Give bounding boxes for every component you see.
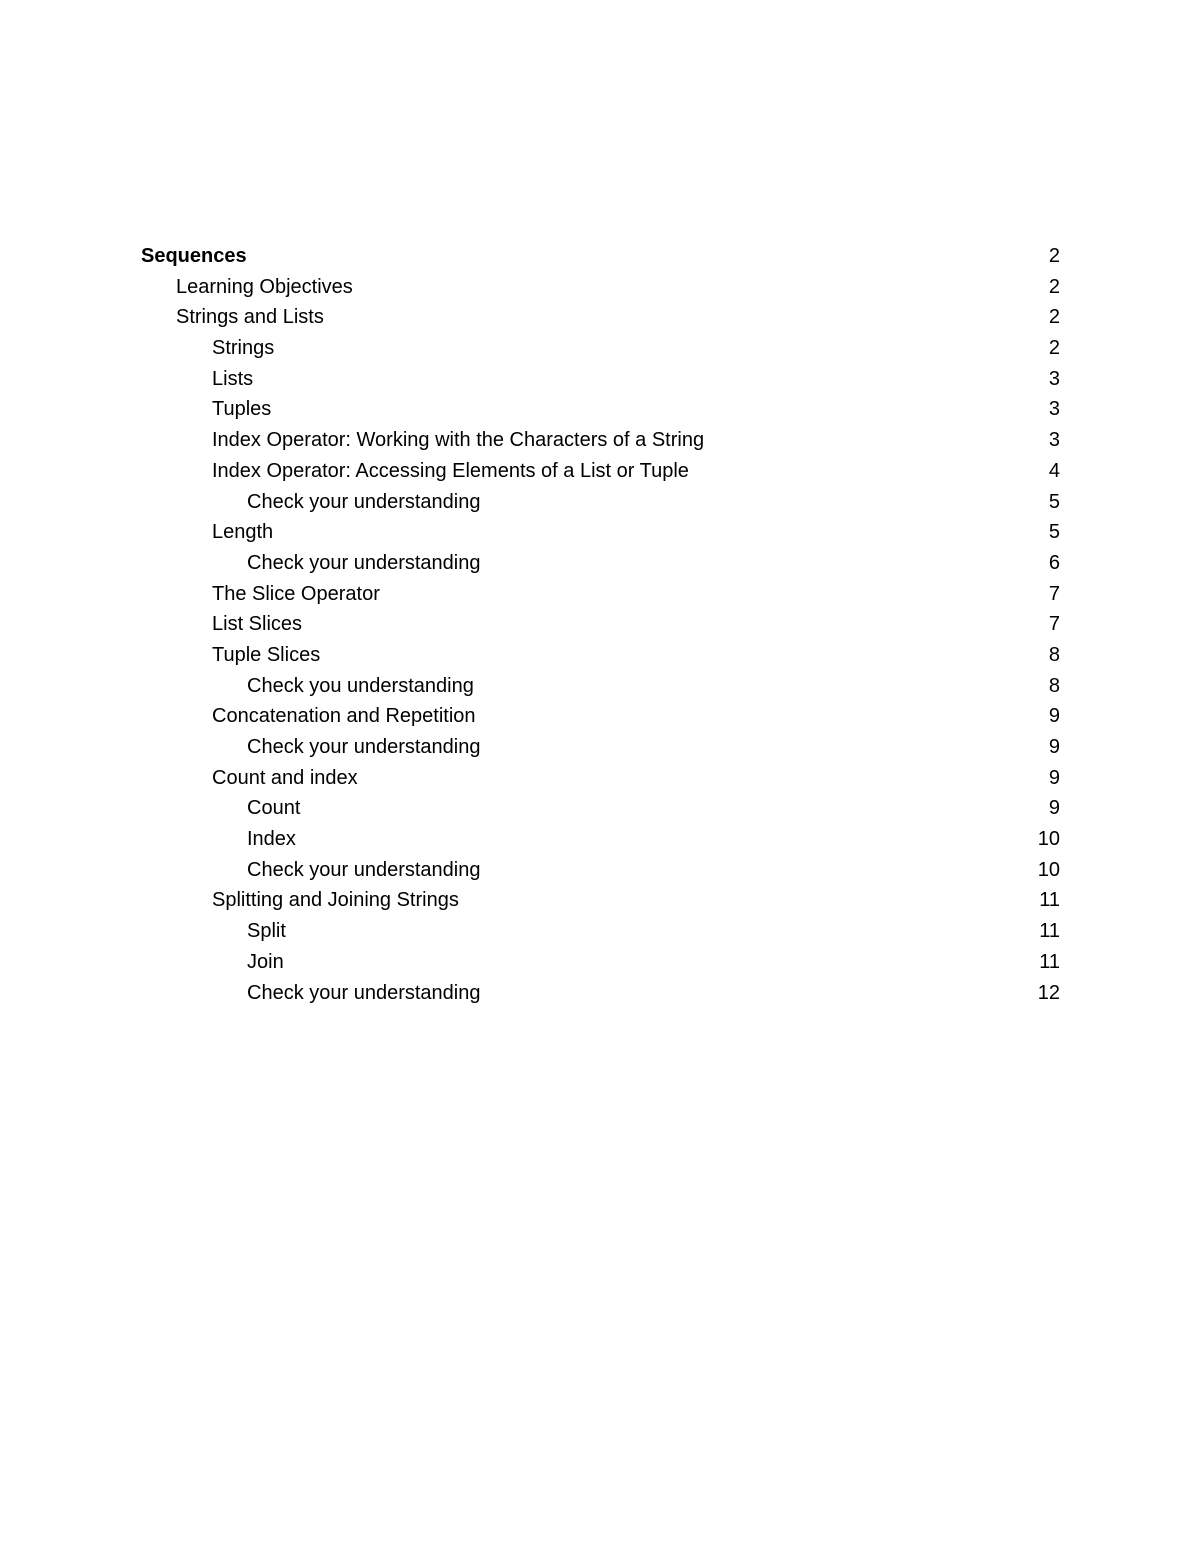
- toc-entry-page: 2: [1048, 306, 1060, 329]
- toc-entry-page: 6: [1048, 551, 1060, 574]
- toc-entry[interactable]: [141, 609, 1060, 640]
- toc-entry[interactable]: [141, 456, 1060, 487]
- toc-entry[interactable]: [141, 364, 1060, 395]
- toc-entry-page: 9: [1048, 766, 1060, 789]
- toc-entry[interactable]: [141, 640, 1060, 671]
- toc-entry-page: 8: [1048, 674, 1060, 697]
- toc-entry-title: Concatenation and Repetition: [212, 705, 476, 728]
- toc-entry-page: 3: [1048, 398, 1060, 421]
- toc-entry-title: Index Operator: Working with the Characters of a String: [212, 429, 705, 452]
- toc-entry[interactable]: [141, 701, 1060, 732]
- toc-entry-page: 5: [1048, 521, 1060, 544]
- toc-entry-title: Tuples: [212, 398, 272, 421]
- toc-entry-title: Count and index: [212, 766, 358, 789]
- toc-entry-title: Check your understanding: [247, 736, 481, 758]
- toc-entry-title: Check your understanding: [247, 551, 481, 574]
- toc-entry-title: Length: [212, 521, 274, 544]
- toc-entry-page: 2: [1048, 337, 1060, 360]
- toc-entry-page: 9: [1048, 797, 1060, 820]
- toc-entry-page: 11: [1039, 920, 1060, 943]
- toc-entry-title: Sequences: [141, 245, 247, 267]
- toc-entry-page: 7: [1048, 613, 1060, 636]
- toc-entry-page: 7: [1048, 582, 1060, 605]
- toc-entry-title: Check your understanding: [247, 858, 481, 881]
- toc-entry[interactable]: [141, 579, 1060, 610]
- toc-entry-page: 9: [1048, 736, 1060, 758]
- toc-entry-title: Count: [247, 797, 301, 820]
- toc-entry-title: Index Operator: Accessing Elements of a List or Tuple: [212, 459, 689, 482]
- toc-entry[interactable]: [141, 394, 1060, 425]
- toc-entry[interactable]: [141, 763, 1060, 794]
- table-of-contents: [141, 241, 1060, 1008]
- toc-entry-page: 10: [1037, 828, 1060, 851]
- toc-entry-title: Check your understanding: [247, 981, 481, 1004]
- toc-entry[interactable]: [141, 978, 1060, 1009]
- toc-entry[interactable]: [141, 302, 1060, 333]
- toc-entry-page: 12: [1037, 981, 1060, 1004]
- toc-entry-page: 11: [1039, 889, 1060, 912]
- toc-entry[interactable]: [141, 241, 1060, 272]
- toc-entry-title: List Slices: [212, 613, 303, 636]
- toc-entry-page: 8: [1048, 643, 1060, 666]
- toc-entry-page: 11: [1039, 950, 1060, 973]
- toc-entry[interactable]: [141, 517, 1060, 548]
- toc-entry-page: 2: [1048, 275, 1060, 298]
- toc-entry-page: 9: [1048, 705, 1060, 728]
- toc-entry-title: Split: [247, 920, 286, 943]
- toc-entry[interactable]: [141, 885, 1060, 916]
- toc-entry-title: Learning Objectives: [176, 275, 353, 298]
- toc-entry[interactable]: [141, 916, 1060, 947]
- toc-entry-title: Lists: [212, 367, 254, 390]
- toc-entry-page: 4: [1048, 459, 1060, 482]
- toc-entry[interactable]: [141, 671, 1060, 702]
- toc-entry-title: The Slice Operator: [212, 582, 380, 605]
- toc-entry[interactable]: [141, 732, 1060, 763]
- toc-entry-page: 2: [1048, 245, 1060, 267]
- toc-entry-page: 5: [1048, 490, 1060, 513]
- toc-entry-title: Strings: [212, 337, 275, 360]
- toc-entry[interactable]: [141, 548, 1060, 579]
- toc-entry-title: Strings and Lists: [176, 306, 324, 329]
- toc-entry[interactable]: [141, 824, 1060, 855]
- toc-entry-page: 10: [1037, 858, 1060, 881]
- toc-entry-title: Index: [247, 828, 296, 851]
- toc-entry-title: Splitting and Joining Strings: [212, 889, 459, 912]
- toc-entry[interactable]: [141, 793, 1060, 824]
- toc-entry-page: 3: [1048, 429, 1060, 452]
- toc-entry[interactable]: [141, 425, 1060, 456]
- toc-entry[interactable]: [141, 855, 1060, 886]
- toc-entry-title: Tuple Slices: [212, 643, 321, 666]
- toc-entry[interactable]: [141, 947, 1060, 978]
- toc-entry[interactable]: [141, 333, 1060, 364]
- toc-entry[interactable]: [141, 272, 1060, 303]
- toc-entry-title: Join: [247, 950, 284, 973]
- toc-entry-page: 3: [1048, 367, 1060, 390]
- toc-entry-title: Check you understanding: [247, 674, 474, 697]
- toc-entry-title: Check your understanding: [247, 490, 481, 513]
- toc-entry[interactable]: [141, 487, 1060, 518]
